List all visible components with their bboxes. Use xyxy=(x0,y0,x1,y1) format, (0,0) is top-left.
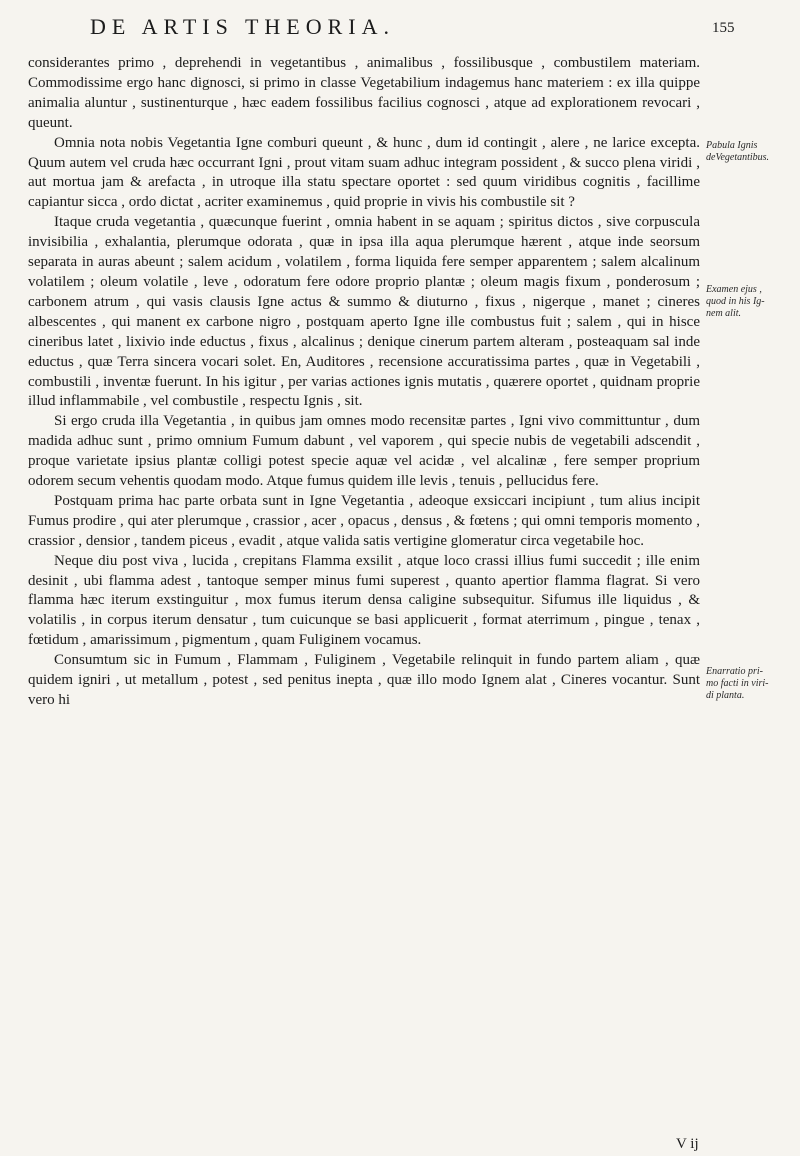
running-head: DE ARTIS THEORIA. xyxy=(90,14,395,39)
paragraph: Omnia nota nobis Vegetantia Igne comburi queunt , & hunc , dum id contingit , alere , ne larice excepta. Quum autem vel cruda hæc occurrant Igni , prout vitam suam adhuc integram possident , & succo plena viridi , aut mortua jam & arefacta , in utroque illa statu spectare oportet : sed quum viridibus cognitis , facillime capiantur sicca , ordo dictat , acriter examinemus , quid proprie in vivis his combustile sit ? xyxy=(28,134,700,211)
paragraph: Neque diu post viva , lucida , crepitans Flamma exsilit , atque loco crassi illius fumi succedit ; ille enim desinit , ubi flamma adest , tantoque semper minus fumi superest , quanto apertior flamma flagrat. Si vero flamma hæc iterum exstinguitur , mox fumus iterum densa caligine subsequitur. Sifumus ille liquidus , & volatilis , in corpus iterum densatur , tum cuicunque se basi applicuerit , format aterrimum , pingue , tenax , fœtidum , amarissimum , pigmentum , quam Fuliginem vocamus. xyxy=(28,552,700,649)
margin-note: Examen ejus , quod in his Ig- nem alit. xyxy=(706,284,765,319)
margin-note: Enarratio pri- mo facti in viri- di planta. xyxy=(706,666,769,701)
signature-mark: V ij xyxy=(676,1136,699,1152)
main-text xyxy=(28,54,700,711)
page-header xyxy=(0,14,800,42)
paragraph: Consumtum sic in Fumum , Flammam , Fuliginem , Vegetabile relinquit in fundo partem aliam , quæ quidem igniri , ut metallum , potest , sed penitus inepta , quæ illo modo Ignem alat , Cineres vocantur. Sunt vero hi xyxy=(28,652,700,708)
paragraph: Postquam prima hac parte orbata sunt in Igne Vegetantia , adeoque exsiccari incipiunt , tum alius incipit Fumus prodire , qui ater plerumque , crassior , acer , opacus , densus , & fœtens ; qui omni temporis momento , crassior , densior , tandem piceus , evadit , atque valida satis vertigine glomeratur circa vegetabile hoc. xyxy=(28,492,700,549)
paragraph: considerantes primo , deprehendi in vegetantibus , animalibus , fossilibusque , combustilem materiam. Commodissime ergo hanc dignosci, si primo in classe Vegetabilium indagemus hanc materiem : ex illa quippe animalia aluntur , sustinenturque , hæc eadem fossilibus facilius cognosci , atque ad explorationem revocari , queunt. xyxy=(28,55,700,131)
margin-note: Pabula Ignis deVegetantibus. xyxy=(706,140,770,163)
paragraph: Si ergo cruda illa Vegetantia , in quibus jam omnes modo recensitæ partes , Igni vivo committuntur , dum madida adhuc sunt , primo omnium Fumum dabunt , vel vaporem , qui specie nubis de vegetabili adscendit , proque varietate ipsius plantæ colligi potest specie aquæ vel acidæ , vel alcalinæ , fere semper proprium odorem secum vehentis quodam modo. Atque fumus quidem ille levis , tenuis , pellucidus fere. xyxy=(28,413,700,490)
page-number: 155 xyxy=(712,20,735,36)
paragraph: Itaque cruda vegetantia , quæcunque fuerint , omnia habent in se aquam ; spiritus dictos , sive corpuscula invisibilia , exhalantia, plerumque odorata , quæ in ipsa illa aqua plerumque hærent , atque inde seorsum separata in auras abeunt ; salem acidum , volatilem , forma liquida fere semper apparentem ; salem alcalinum volatilem ; oleum volatile , leve , odoratum fere odore proprio plantæ ; oleum magis fixum , ponderosum ; carbonem atrum , qui vasis clausis Igne actus & summo & diuturno , fixus , nigerque , manet ; cineres albescentes , qui manent ex carbone nigro , postquam aperto Igne ille combustus fuit ; salem , qui in hisce cineribus latet , lixivio inde eductus , fixus , alcalinus ; denique cinerum partem alteram , posteaquam sal inde eductus , quæ Terra sincera vocari solet. En, Auditores , recensione accuratissima partes , quæ in Vegetabili , combustili , inventæ fuerunt. In his igitur , per varias actiones ignis mutatis , quærere oportet , quidnam proprie illud inflammabile , vel combustile , respectu Ignis , sit. xyxy=(28,214,700,410)
